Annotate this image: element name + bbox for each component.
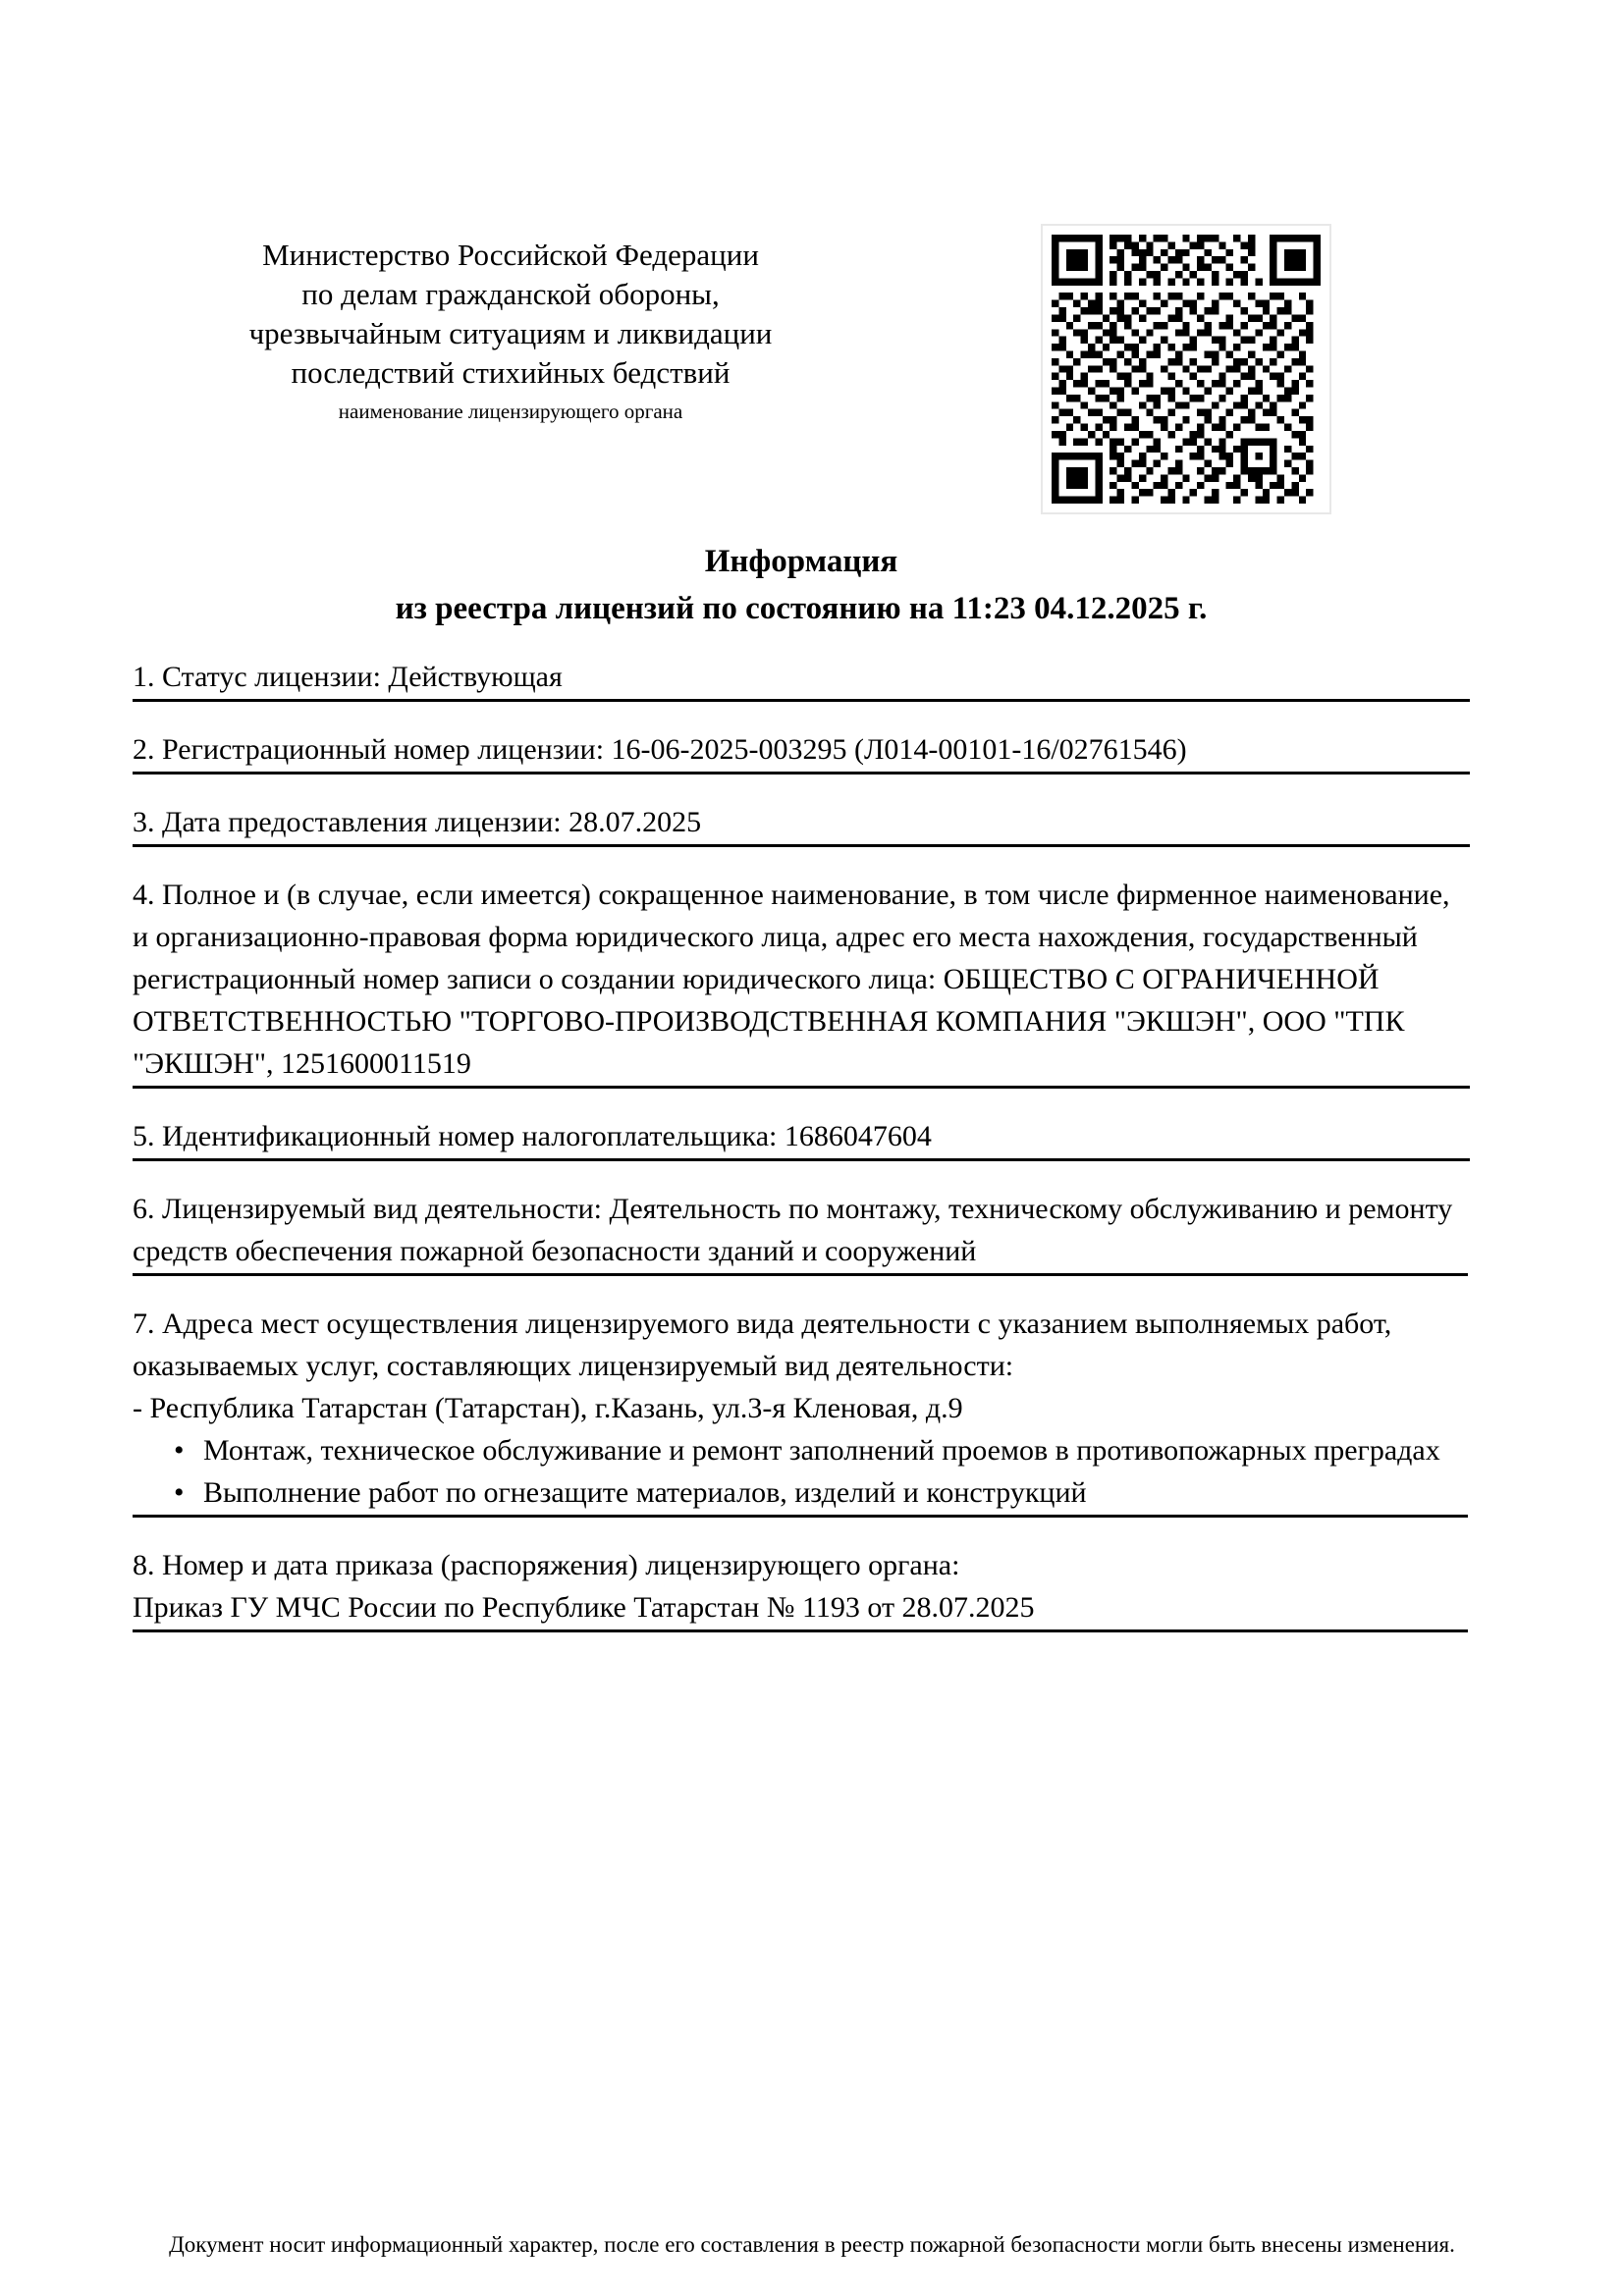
registry-item-7-rule xyxy=(133,1515,1468,1518)
registry-item-8-rule xyxy=(133,1629,1468,1632)
registry-item-8-order: Приказ ГУ МЧС России по Республике Татарстан № 1193 от 28.07.2025 xyxy=(133,1591,1035,1624)
authority-line-1: Министерство Российской Федерации xyxy=(262,238,759,272)
registry-item-2-text: 2. Регистрационный номер лицензии: 16-06-2025-003295 (Л014-00101-16/02761546) xyxy=(133,733,1187,766)
document-header xyxy=(0,224,1624,518)
registry-item-8 xyxy=(133,1544,1470,1632)
authority-line-4: последствий стихийных бедствий xyxy=(291,355,731,390)
list-item: • Выполнение работ по огнезащите материалов, изделий и конструкций xyxy=(203,1471,1470,1514)
registry-item-5-text: 5. Идентификационный номер налогоплательщика: 1686047604 xyxy=(133,1120,932,1152)
registry-item-1-rule xyxy=(133,699,1470,702)
list-item: • Монтаж, техническое обслуживание и ремонт заполнений проемов в противопожарных преградах xyxy=(203,1429,1470,1471)
qr-code-icon[interactable] xyxy=(1041,224,1331,514)
registry-items-list xyxy=(133,656,1470,1659)
registry-item-3 xyxy=(133,801,1470,847)
registry-item-3-text: 3. Дата предоставления лицензии: 28.07.2025 xyxy=(133,806,702,838)
registry-item-4-rule xyxy=(133,1086,1470,1089)
licensing-authority-block xyxy=(133,236,889,426)
registry-item-5-rule xyxy=(133,1158,1470,1161)
registry-item-4 xyxy=(133,874,1470,1089)
page-title-line-2: из реестра лицензий по состоянию на 11:23 04.12.2025 г. xyxy=(395,591,1208,626)
authority-caption: наименование лицензирующего органа xyxy=(338,400,683,423)
authority-line-2: по делам гражданской обороны, xyxy=(301,277,720,311)
registry-item-1-text: 1. Статус лицензии: Действующая xyxy=(133,661,563,693)
footer-disclaimer: Документ носит информационный характер, после его составления в реестр пожарной безопасности могли быть внесены изменения. xyxy=(169,2232,1455,2257)
registry-item-1 xyxy=(133,656,1470,702)
page-title xyxy=(133,538,1470,632)
registry-item-5 xyxy=(133,1115,1470,1161)
registry-item-6-rule xyxy=(133,1273,1468,1276)
registry-item-6 xyxy=(133,1188,1470,1276)
registry-item-2 xyxy=(133,728,1470,774)
registry-item-3-rule xyxy=(133,844,1470,847)
registry-item-7-intro: 7. Адреса мест осуществления лицензируемого вида деятельности с указанием выполняемых работ, оказываемых услуг, составляющих лицензируемый вид деятельности: xyxy=(133,1308,1392,1382)
registry-item-4-text: 4. Полное и (в случае, если имеется) сокращенное наименование, в том числе фирменное наименование, и организационно-правовая форма юридического лица, адрес его места нахождения, государственный регистрационный номер записи о создании юридического лица: ОБЩЕСТВО С ОГРАНИЧЕННОЙ ОТВЕТСТВЕННОСТЬЮ "ТОРГОВО-ПРОИЗВОДСТВЕННАЯ КОМПАНИЯ "ЭКШЭН", ООО "ТПК "ЭКШЭН", 1251600011519 xyxy=(133,879,1450,1080)
registry-item-6-text: 6. Лицензируемый вид деятельности: Деятельность по монтажу, техническому обслуживанию и ремонту средств обеспечения пожарной безопасности зданий и сооружений xyxy=(133,1193,1453,1267)
registry-item-2-rule xyxy=(133,772,1470,774)
authority-line-3: чрезвычайным ситуациям и ликвидации xyxy=(248,316,773,350)
registry-item-8-intro: 8. Номер и дата приказа (распоряжения) лицензирующего органа: xyxy=(133,1549,960,1581)
page-title-line-1: Информация xyxy=(704,544,898,579)
registry-item-7-address: - Республика Татарстан (Татарстан), г.Казань, ул.3-я Кленовая, д.9 xyxy=(133,1392,963,1424)
registry-item-7 xyxy=(133,1303,1470,1518)
qr-code-svg xyxy=(1052,235,1321,504)
registry-item-7-works-list xyxy=(133,1429,1470,1514)
